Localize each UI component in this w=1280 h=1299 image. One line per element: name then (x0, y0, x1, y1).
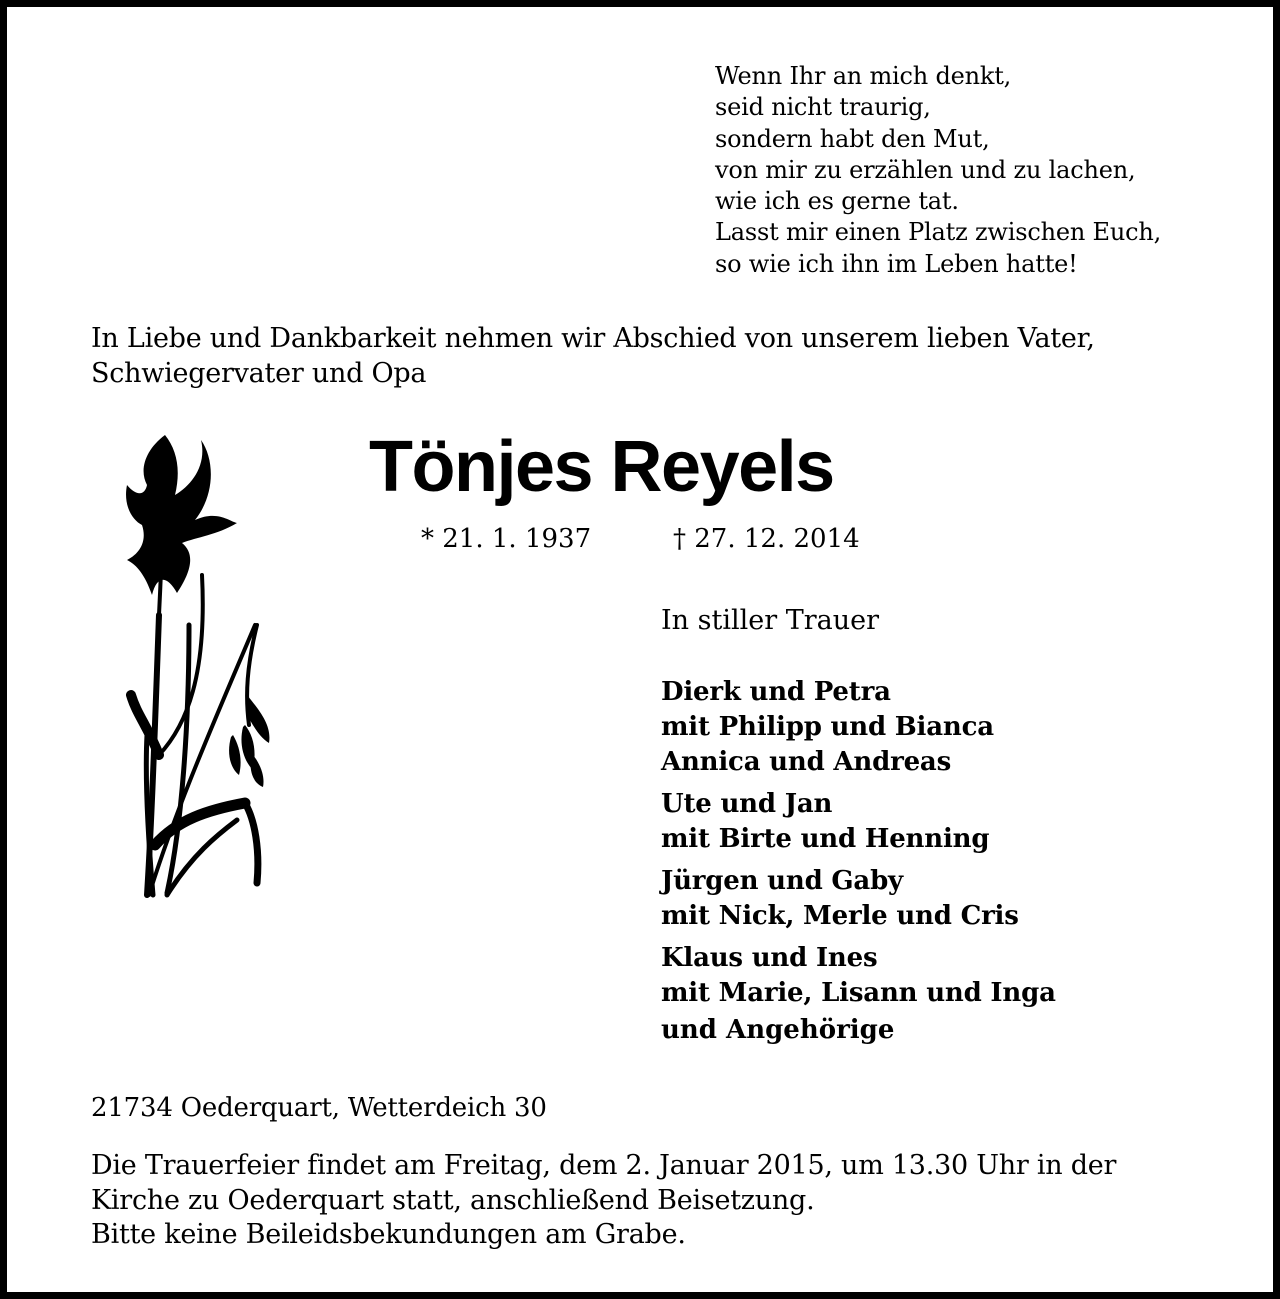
poem-line: Lasst mir einen Platz zwischen Euch, (715, 218, 1162, 247)
intro-line: Schwiegervater und Opa (91, 358, 427, 389)
family-line: Ute und Jan (661, 789, 833, 819)
family-line: Annica und Andreas (661, 747, 952, 777)
poem-line: wie ich es gerne tat. (715, 187, 959, 216)
relatives-line: und Angehörige (661, 1015, 895, 1045)
deceased-name: Tönjes Reyels (369, 427, 834, 507)
grass-icon (97, 425, 287, 905)
poem-line: Wenn Ihr an mich denkt, (715, 62, 1012, 90)
notes-line: Kirche zu Oederquart statt, anschließend Beisetzung. (91, 1184, 815, 1216)
notes-line: Bitte keine Beileidsbekundungen am Grabe. (91, 1219, 686, 1250)
intro-line: In Liebe und Dankbarkeit nehmen wir Abschied von unserem lieben Vater, (91, 323, 1095, 354)
family-group (661, 675, 1056, 780)
poem-line: so wie ich ihn im Leben hatte! (715, 249, 1078, 278)
birth-date: * 21. 1. 1937 (421, 524, 592, 554)
poem-line: sondern habt den Mut, (715, 124, 990, 153)
family-line: mit Nick, Merle und Cris (661, 901, 1019, 931)
poem (715, 61, 1161, 280)
intro-text (91, 321, 1241, 391)
family-group (661, 941, 1056, 1011)
poem-line: von mir zu erzählen und zu lachen, (715, 155, 1136, 184)
poem-line: seid nicht traurig, (715, 93, 931, 122)
family-line: mit Birte und Henning (661, 824, 990, 854)
funeral-notes (91, 1149, 1116, 1253)
family-line: mit Marie, Lisann und Inga (661, 978, 1056, 1008)
family-group (661, 787, 1056, 857)
family-line: Dierk und Petra (661, 677, 891, 707)
family-group (661, 864, 1056, 934)
family-line: Jürgen und Gaby (661, 866, 903, 896)
address: 21734 Oederquart, Wetterdeich 30 (91, 1093, 547, 1123)
family-line: Klaus und Ines (661, 943, 878, 973)
mourning-heading: In stiller Trauer (661, 605, 880, 636)
notes-line: Die Trauerfeier findet am Freitag, dem 2. Januar 2015, um 13.30 Uhr in der (91, 1150, 1117, 1181)
family-line: mit Philipp und Bianca (661, 712, 994, 742)
family-list (661, 675, 1056, 1018)
death-date: † 27. 12. 2014 (673, 524, 860, 554)
